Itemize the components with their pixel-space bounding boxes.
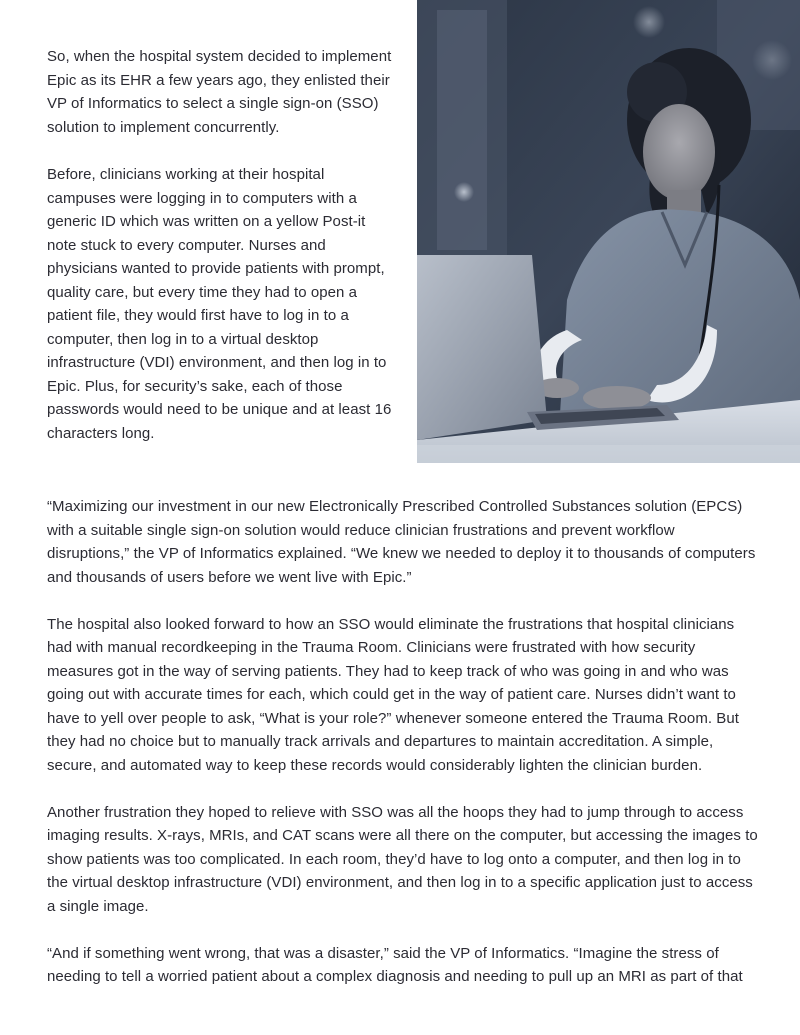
intro-text-column bbox=[47, 45, 392, 469]
body-paragraph-1: “Maximizing our investment in our new Electronically Prescribed Controlled Substances solution (EPCS) with a suitable single sign-on solution would reduce clinician frustrations and prevent workflow disruptions,” the VP of Informatics explained. “We knew we needed to deploy it to thousands of computers and thousands of users before we went live with Epic.” bbox=[47, 498, 756, 586]
body-text-section bbox=[47, 495, 759, 1012]
intro-paragraph-2: Before, clinicians working at their hospital campuses were logging in to computers with a generic ID which was written on a yellow Post-it note stuck to every computer. Nurses and physicians wanted to provide patients with prompt, quality care, but every time they had to open a patient file, they would first have to log in to a computer, then log in to a virtual desktop infrastructure (VDI) environment, and then log in to Epic. Plus, for security’s sake, each of those passwords would need to be unique and at least 16 characters long. bbox=[47, 166, 392, 442]
body-paragraph-3: Another frustration they hoped to relieve with SSO was all the hoops they had to jump through to access imaging results. X-rays, MRIs, and CAT scans were all there on the computer, but accessing the images to show patients was too complicated. In each room, they’d have to log onto a computer, and then log in to the virtual desktop infrastructure (VDI) environment, and then log in to a specific application just to access a single image. bbox=[47, 803, 758, 915]
body-paragraph-2: The hospital also looked forward to how an SSO would eliminate the frustrations that hospital clinicians had with manual recordkeeping in the Trauma Room. Clinicians were frustrated with how security measures got in the way of serving patients. They had to keep track of who was going in and who was going out with accurate times for each, which could get in the way of patient care. Nurses didn’t want to have to yell over people to ask, “What is your role?” whenever someone entered the Trauma Room. But they had no choice but to manually track arrivals and departures to maintain accreditation. A simple, secure, and automated way to keep these records would considerably lighten the clinician burden. bbox=[47, 615, 739, 774]
clinician-laptop-photo bbox=[417, 0, 800, 463]
intro-paragraph-1: So, when the hospital system decided to implement Epic as its EHR a few years ago, they enlisted their VP of Informatics to select a single sign-on (SSO) solution to implement concurrently. bbox=[47, 48, 392, 136]
body-paragraph-4: “And if something went wrong, that was a disaster,” said the VP of Informatics. “Imagine the stress of needing to tell a worried patient about a complex diagnosis and needing to pull up an MRI as part of that bbox=[47, 944, 743, 985]
intro-section bbox=[0, 0, 800, 463]
